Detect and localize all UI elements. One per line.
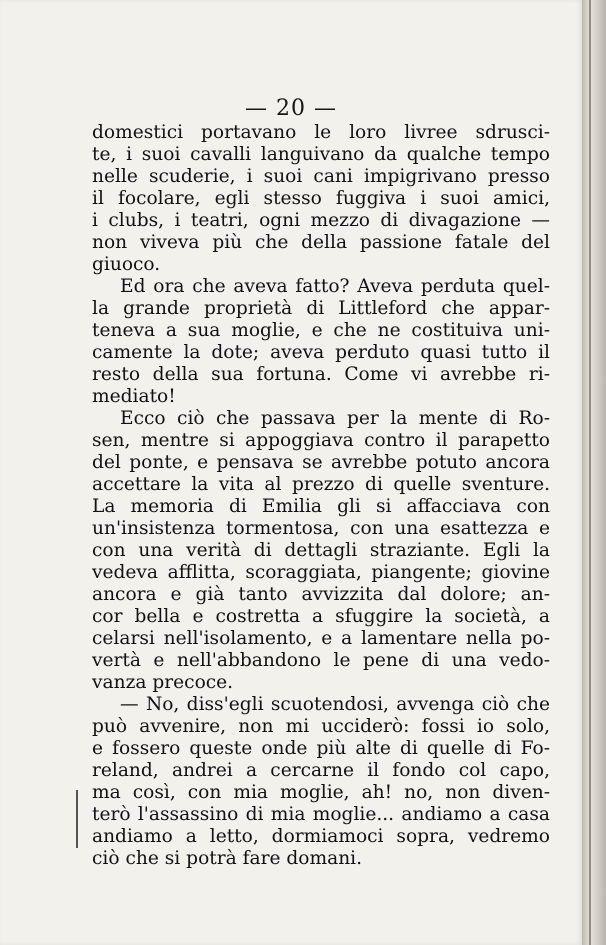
text-line: e fossero queste onde più alte di quelle di Fo-: [92, 738, 550, 759]
text-line: il focolare, egli stesso fuggiva i suoi amici,: [92, 188, 550, 209]
text-line: teneva a sua moglie, e che ne costituiva uni-: [92, 320, 550, 341]
binding-line: [589, 0, 591, 945]
text-line: vedeva afflitta, scoraggiata, piangente; giovine: [92, 562, 550, 583]
text-line: un'insistenza tormentosa, con una esattezza e: [92, 518, 550, 539]
text-line: con una verità di dettagli straziante. Egli la: [92, 540, 550, 561]
text-line: andiamo a letto, dormiamoci sopra, vedremo: [92, 826, 550, 847]
text-line: Ed ora che aveva fatto? Aveva perduta quel-: [120, 276, 550, 297]
text-line: ancora e già tanto avvizzita dal dolore; an-: [92, 584, 550, 605]
page-edge: [582, 0, 606, 945]
text-line: nelle scuderie, i suoi cani impigrivano presso: [92, 166, 550, 187]
text-line: non viveva più che della passione fatale del: [92, 232, 550, 253]
margin-pencil-mark: [76, 790, 78, 848]
text-line: sen, mentre si appoggiava contro il parapetto: [92, 430, 550, 451]
text-line: la grande proprietà di Littleford che appar-: [92, 298, 550, 319]
text-line: accettare la vita al prezzo di quelle sventure.: [92, 474, 550, 495]
text-line: camente la dote; aveva perduto quasi tutto il: [92, 342, 550, 363]
text-line: te, i suoi cavalli languivano da qualche tempo: [92, 144, 550, 165]
text-line: resto della sua fortuna. Come vi avrebbe ri-: [92, 364, 550, 385]
text-line: ciò che si potrà fare domani.: [92, 848, 363, 869]
text-line: Ecco ciò che passava per la mente di Ro-: [120, 408, 550, 429]
text-line: reland, andrei a cercarne il fondo col capo,: [92, 760, 550, 781]
text-line: giuoco.: [92, 254, 161, 275]
text-line: terò l'assassino di mia moglie... andiamo a casa: [92, 804, 550, 825]
page-number: — 20 —: [245, 96, 337, 121]
text-line: i clubs, i teatri, ogni mezzo di divagazione —: [92, 210, 550, 231]
text-line: vertà e nell'abbandono le pene di una vedo-: [92, 650, 550, 671]
text-line: — No, diss'egli scuotendosi, avvenga ciò che: [120, 694, 550, 715]
body-text: [92, 122, 550, 870]
text-line: ma così, con mia moglie, ah! no, non diven-: [92, 782, 550, 803]
text-line: del ponte, e pensava se avrebbe potuto ancora: [92, 452, 550, 473]
text-line: La memoria di Emilia gli si affacciava con: [92, 496, 550, 517]
text-line: domestici portavano le loro livree sdrusci-: [92, 122, 550, 143]
text-line: celarsi nell'isolamento, e a lamentare nella po-: [92, 628, 550, 649]
text-line: può avvenire, non mi ucciderò: fossi io solo,: [92, 716, 550, 737]
text-line: mediato!: [92, 386, 176, 407]
text-line: vanza precoce.: [92, 672, 234, 693]
text-line: cor bella e costretta a sfuggire la società, a: [92, 606, 550, 627]
